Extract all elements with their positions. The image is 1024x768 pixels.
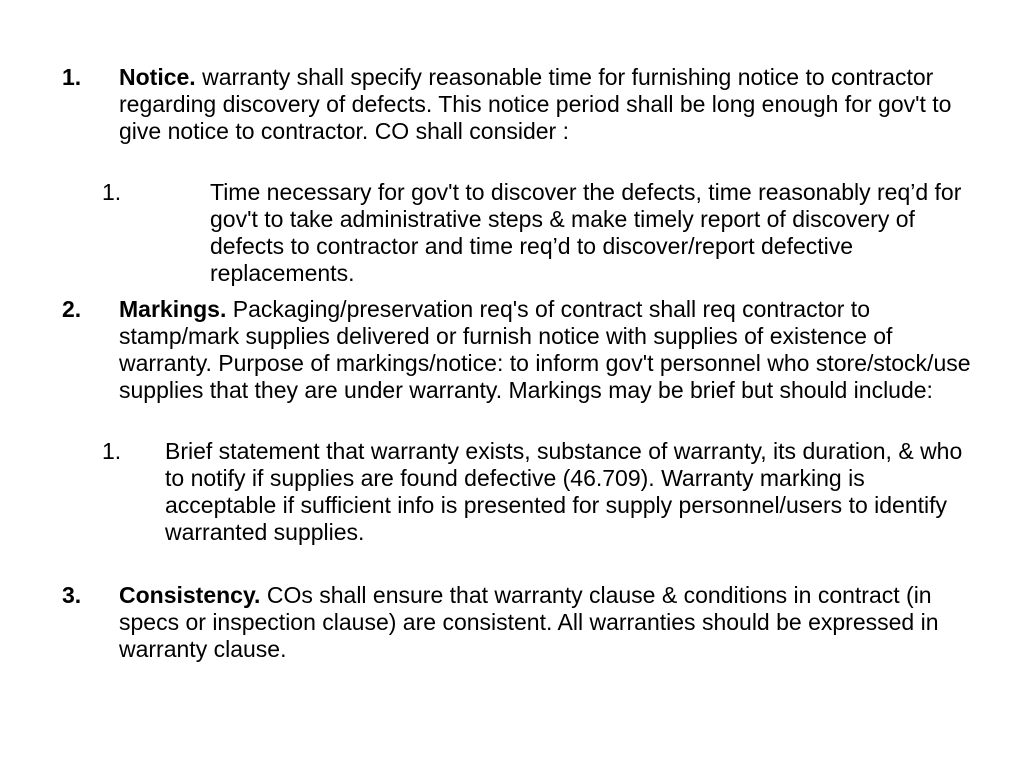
item-text: Packaging/preservation req's of contract shall req contractor to stamp/mark supplies delivered or furnish notice with supplies of existence of warranty. Purpose of markings/notice: to inform gov't personnel who store/stock/use supplies that they are under warranty. Markings may be brief but should include: <box>119 296 971 403</box>
item-body <box>119 582 979 663</box>
sub-item-text: Brief statement that warranty exists, substance of warranty, its duration, & who to notify if supplies are found defective (46.709). Warranty marking is acceptable if sufficient info is presented for supply personnel/users to identify warranted supplies. <box>165 438 963 545</box>
item-heading: Consistency. <box>119 582 261 608</box>
item-number: 3. <box>62 582 82 608</box>
sub-item-number: 1. <box>102 179 122 205</box>
item-heading: Notice. <box>119 64 196 90</box>
item-text: warranty shall specify reasonable time for furnishing notice to contractor regarding discovery of defects. This notice period shall be long enough for gov't to give notice to contractor. CO shall consider : <box>119 64 952 144</box>
item-body <box>119 296 979 404</box>
item-heading: Markings. <box>119 296 227 322</box>
sub-item-text: Time necessary for gov't to discover the defects, time reasonably req’d for gov't to take administrative steps & make timely report of discovery of defects to contractor and time req’d to discover/report defective replacements. <box>210 179 962 286</box>
item-body <box>119 64 979 145</box>
item-number: 2. <box>62 296 82 322</box>
sub-item-number: 1. <box>102 438 122 464</box>
item-number: 1. <box>62 64 82 90</box>
item-text: COs shall ensure that warranty clause & conditions in contract (in specs or inspection clause) are consistent. All warranties should be expressed in warranty clause. <box>119 582 939 662</box>
